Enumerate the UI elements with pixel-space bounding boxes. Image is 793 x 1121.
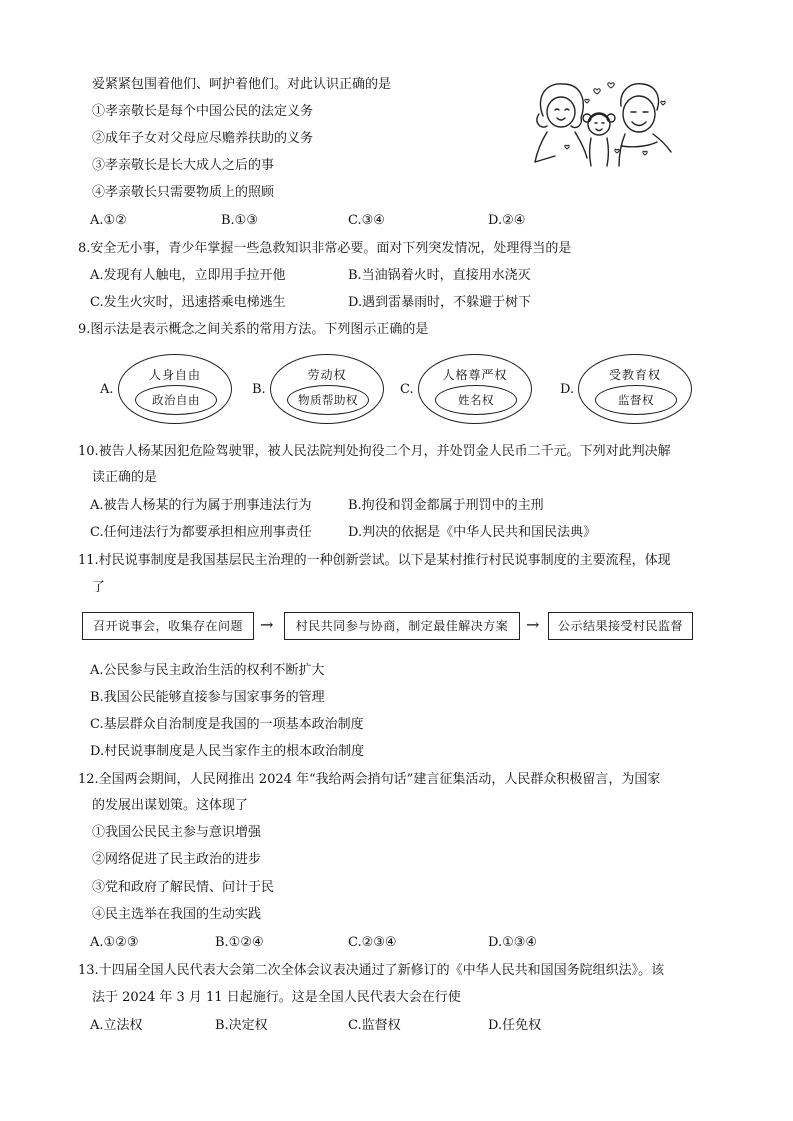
q13-option-d[interactable]: D.任免权 bbox=[488, 1018, 542, 1033]
venn-outer-circle bbox=[118, 354, 232, 424]
q13-stem-line2: 法于 2024 年 3 月 11 日起施行。这是全国人民代表大会在行使 bbox=[92, 990, 461, 1005]
q12-option-c[interactable]: C.②③④ bbox=[348, 935, 397, 950]
q12-stem-line1: 12.全国两会期间，人民网推出 2024 年“我给两会捎句话”建言征集活动，人民群众积极留言，为国家 bbox=[78, 772, 661, 787]
q7-statement-1: ①孝亲敬长是每个中国公民的法定义务 bbox=[92, 104, 314, 119]
q7-option-c[interactable]: C.③④ bbox=[348, 213, 385, 228]
q13-option-b[interactable]: B.决定权 bbox=[215, 1018, 268, 1033]
q8-stem: 8.安全无小事，青少年掌握一些急救知识非常必要。面对下列突发情况，处理得当的是 bbox=[78, 241, 572, 256]
q12-option-d[interactable]: D.①③④ bbox=[488, 935, 538, 950]
q7-statement-4: ④孝亲敬长只需要物质上的照顾 bbox=[92, 185, 275, 200]
arrow-right-icon: → bbox=[260, 615, 274, 634]
q13-option-a[interactable]: A.立法权 bbox=[90, 1018, 143, 1033]
venn-inner-label: 姓名权 bbox=[458, 393, 494, 407]
q11-stem-line2: 了 bbox=[92, 580, 106, 595]
q12-stem-line2: 的发展出谋划策。这体现了 bbox=[92, 798, 249, 813]
venn-letter: A. bbox=[100, 382, 114, 397]
venn-inner-label: 政治自由 bbox=[152, 393, 200, 407]
q10-option-a[interactable]: A.被告人杨某的行为属于刑事违法行为 bbox=[90, 498, 312, 513]
q10-option-b[interactable]: B.拘役和罚金都属于刑罚中的主刑 bbox=[348, 498, 544, 513]
q7-statement-2: ②成年子女对父母应尽赡养扶助的义务 bbox=[92, 131, 314, 146]
q8-option-c[interactable]: C.发生火灾时，迅速搭乘电梯逃生 bbox=[90, 295, 286, 310]
venn-outer-circle bbox=[270, 354, 384, 424]
venn-inner-circle bbox=[435, 385, 517, 415]
q8-option-b[interactable]: B.当油锅着火时，直接用水浇灭 bbox=[348, 268, 531, 283]
q12-statement-2: ②网络促进了民主政治的进步 bbox=[92, 852, 262, 867]
venn-outer-label: 受教育权 bbox=[608, 368, 661, 382]
q10-option-d[interactable]: D.判决的依据是《中华人民共和国民法典》 bbox=[348, 525, 597, 540]
q12-option-b[interactable]: B.①②④ bbox=[215, 935, 264, 950]
venn-inner-circle bbox=[595, 385, 677, 415]
flow-step-1: 召开说事会，收集存在问题 bbox=[82, 612, 254, 640]
q12-statement-1: ①我国公民民主参与意识增强 bbox=[92, 825, 262, 840]
q7-statement-3: ③孝亲敬长是长大成人之后的事 bbox=[92, 158, 275, 173]
venn-outer-circle bbox=[578, 354, 692, 424]
venn-outer-label: 人身自由 bbox=[148, 368, 201, 382]
venn-letter: D. bbox=[560, 382, 575, 397]
q11-stem-line1: 11.村民说事制度是我国基层民主治理的一种创新尝试。以下是某村推行村民说事制度的主要流程，体现 bbox=[78, 553, 671, 568]
q11-option-d[interactable]: D.村民说事制度是人民当家作主的根本政治制度 bbox=[90, 744, 365, 759]
q7-stem: 爱紧紧包围着他们、呵护着他们。对此认识正确的是 bbox=[92, 77, 392, 92]
venn-inner-label: 监督权 bbox=[618, 393, 654, 407]
q12-statement-4: ④民主选举在我国的生动实践 bbox=[92, 907, 262, 922]
q11-option-c[interactable]: C.基层群众自治制度是我国的一项基本政治制度 bbox=[90, 717, 364, 732]
q11-option-a[interactable]: A.公民参与民主政治生活的权利不断扩大 bbox=[90, 663, 325, 678]
venn-diagram-c[interactable] bbox=[400, 354, 540, 426]
flow-step-2: 村民共同参与协商，制定最佳解决方案 bbox=[284, 612, 520, 640]
q10-stem-line2: 读正确的是 bbox=[92, 470, 158, 485]
q7-option-b[interactable]: B.①③ bbox=[221, 213, 258, 228]
q8-option-d[interactable]: D.遇到雷暴雨时，不躲避于树下 bbox=[348, 295, 532, 310]
q9-stem: 9.图示法是表示概念之间关系的常用方法。下列图示正确的是 bbox=[78, 322, 429, 337]
q12-statement-3: ③党和政府了解民情、问计于民 bbox=[92, 880, 275, 895]
arrow-right-icon: → bbox=[526, 615, 540, 634]
q10-stem-line1: 10.被告人杨某因犯危险驾驶罪，被人民法院判处拘役二个月，并处罚金人民币二千元。下列对此判决解 bbox=[78, 444, 671, 459]
q7-option-d[interactable]: D.②④ bbox=[488, 213, 526, 228]
flow-step-3: 公示结果接受村民监督 bbox=[548, 612, 693, 640]
venn-diagram-d[interactable] bbox=[560, 354, 700, 426]
venn-outer-label: 劳动权 bbox=[307, 368, 347, 382]
venn-outer-label: 人格尊严权 bbox=[442, 368, 508, 382]
q12-option-a[interactable]: A.①②③ bbox=[90, 935, 139, 950]
q13-stem-line1: 13.十四届全国人民代表大会第二次全体会议表决通过了新修订的《中华人民共和国国务院组织法》。该 bbox=[78, 963, 665, 978]
venn-letter: B. bbox=[252, 382, 266, 397]
venn-inner-circle bbox=[135, 385, 217, 415]
q8-option-a[interactable]: A.发现有人触电，立即用手拉开他 bbox=[90, 268, 286, 283]
venn-inner-label: 物质帮助权 bbox=[298, 393, 358, 407]
q7-option-a[interactable]: A.①② bbox=[90, 213, 127, 228]
venn-diagram-a[interactable] bbox=[100, 354, 240, 426]
q13-option-c[interactable]: C.监督权 bbox=[348, 1018, 401, 1033]
q11-option-b[interactable]: B.我国公民能够直接参与国家事务的管理 bbox=[90, 690, 325, 705]
venn-diagram-b[interactable] bbox=[252, 354, 392, 426]
venn-inner-circle bbox=[287, 385, 369, 415]
flowchart bbox=[82, 612, 702, 644]
family-illustration bbox=[525, 76, 675, 168]
venn-letter: C. bbox=[400, 382, 414, 397]
q10-option-c[interactable]: C.任何违法行为都要承担相应刑事责任 bbox=[90, 525, 312, 540]
venn-outer-circle bbox=[418, 354, 532, 424]
